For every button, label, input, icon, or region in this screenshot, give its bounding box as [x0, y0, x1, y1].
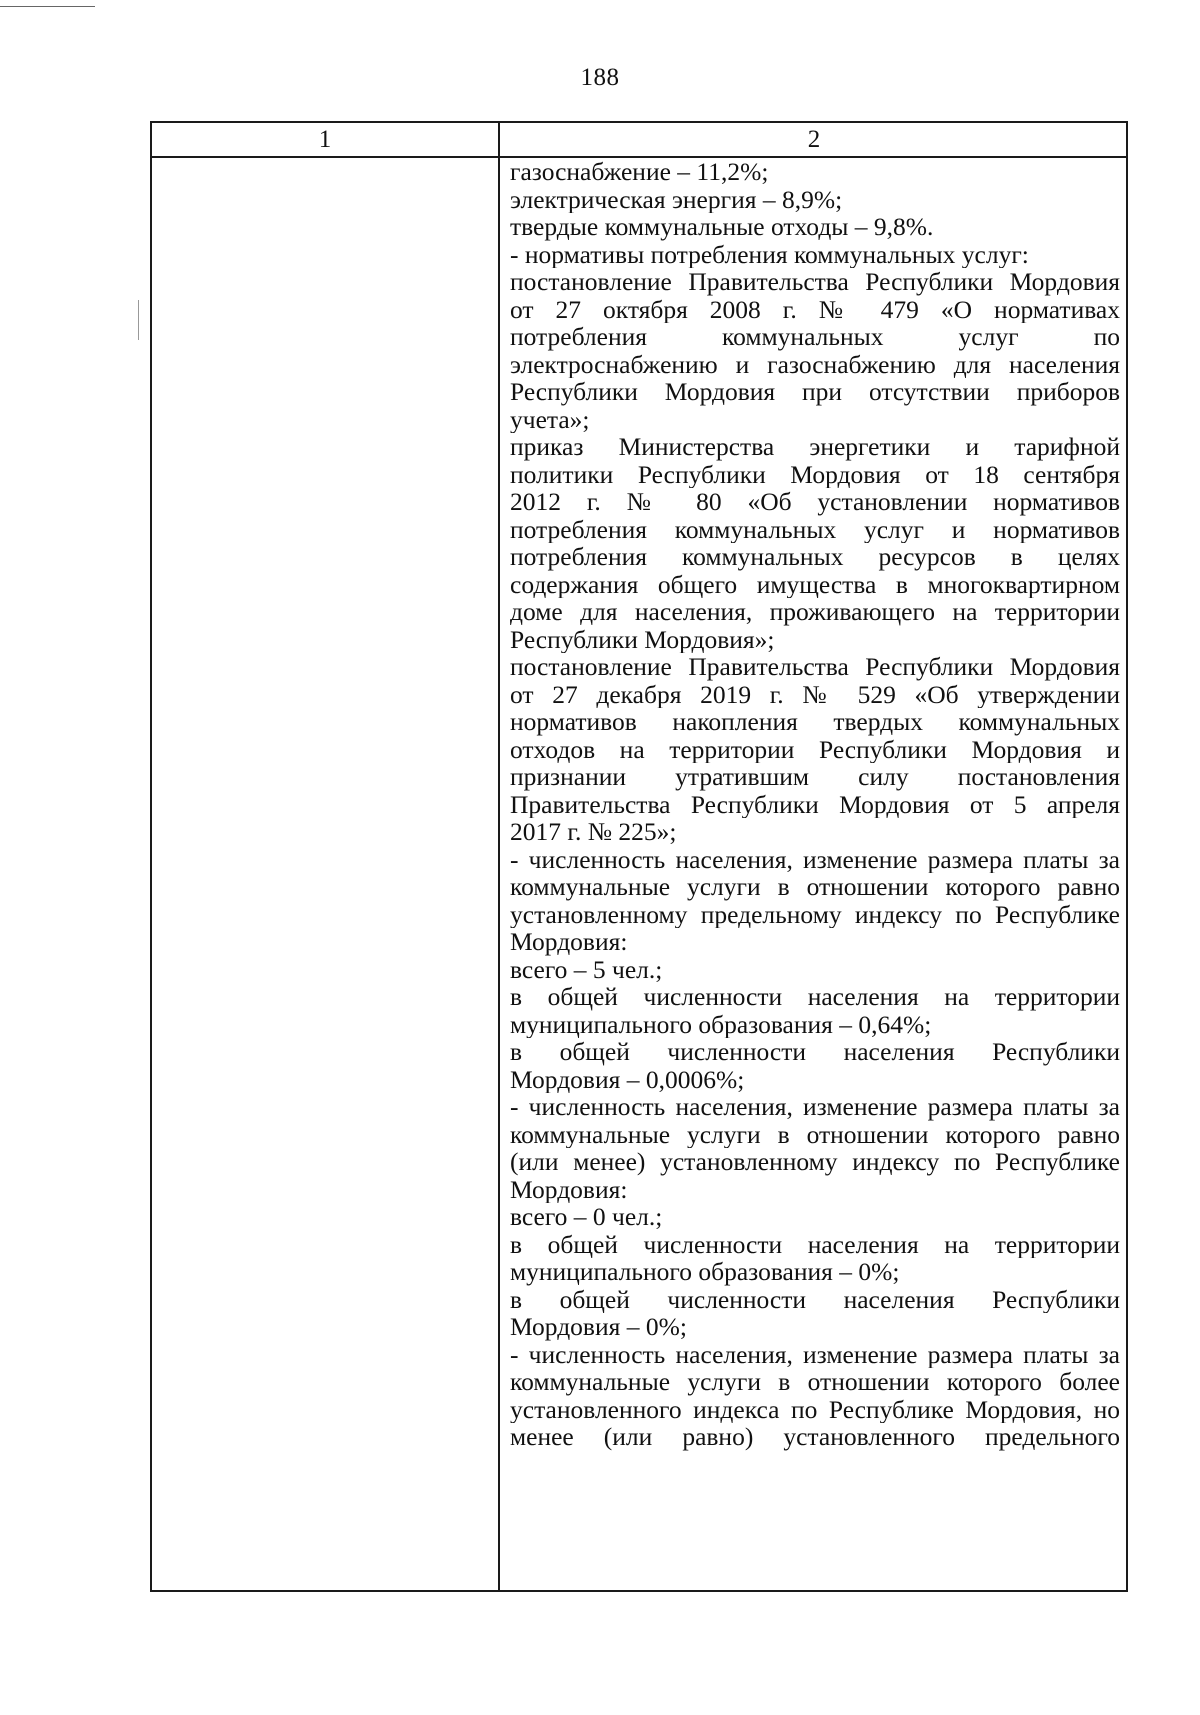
- text-line: твердые коммунальные отходы – 9,8%.: [510, 213, 934, 241]
- text-line: учета»;: [510, 405, 590, 433]
- text-line: всего – 5 чел.;: [510, 955, 663, 983]
- text-line: в общей численности населения на территории: [510, 1230, 1120, 1258]
- text-line: в общей численности населения Республики: [510, 1038, 1120, 1066]
- text-line: - нормативы потребления коммунальных услуг:: [510, 240, 1029, 268]
- text-line: в общей численности населения на территории: [510, 983, 1120, 1011]
- text-line: муниципального образования – 0%;: [510, 1258, 900, 1286]
- text-line: Мордовия – 0%;: [510, 1313, 687, 1341]
- text-line: отходов на территории Республики Мордовия и: [510, 735, 1120, 763]
- text-line: Республики Мордовия при отсутствии приборов: [510, 378, 1120, 406]
- text-line: от 27 октября 2008 г. № 479 «О нормативах: [510, 295, 1120, 323]
- document-table: [150, 121, 1128, 1592]
- text-line: постановление Правительства Республики Мордовия: [510, 268, 1120, 296]
- text-line: от 27 декабря 2019 г. № 529 «Об утверждении: [510, 680, 1120, 708]
- column-2-content: [510, 158, 1120, 1451]
- text-line: постановление Правительства Республики Мордовия: [510, 653, 1120, 681]
- text-line: доме для населения, проживающего на территории: [510, 598, 1120, 626]
- scan-margin-mark: [138, 300, 139, 340]
- column-1-header: 1: [318, 126, 332, 153]
- text-line: нормативов накопления твердых коммунальных: [510, 708, 1120, 736]
- text-line: политики Республики Мордовия от 18 сентября: [510, 460, 1120, 488]
- text-line: всего – 0 чел.;: [510, 1203, 663, 1231]
- text-line: электроснабжению и газоснабжению для населения: [510, 350, 1120, 378]
- column-divider: [498, 123, 500, 1590]
- text-line: потребления коммунальных ресурсов в целях: [510, 543, 1120, 571]
- page-number: 188: [580, 64, 620, 91]
- text-line: коммунальные услуги в отношении которого более: [510, 1368, 1120, 1396]
- text-line: 2017 г. № 225»;: [510, 818, 677, 846]
- text-line: признании утратившим силу постановления: [510, 763, 1120, 791]
- text-line: Правительства Республики Мордовия от 5 апреля: [510, 790, 1120, 818]
- text-line: приказ Министерства энергетики и тарифной: [510, 433, 1120, 461]
- column-2-header: 2: [807, 126, 821, 153]
- text-line: Мордовия:: [510, 928, 628, 956]
- text-line: коммунальные услуги в отношении которого равно: [510, 873, 1120, 901]
- text-line: в общей численности населения Республики: [510, 1285, 1120, 1313]
- text-line: 2012 г. № 80 «Об установлении нормативов: [510, 488, 1120, 516]
- text-line: установленного индекса по Республике Мордовия, но: [510, 1395, 1120, 1423]
- text-line: потребления коммунальных услуг по: [510, 323, 1120, 351]
- text-line: - численность населения, изменение размера платы за: [510, 845, 1120, 873]
- text-line: Мордовия – 0,0006%;: [510, 1065, 745, 1093]
- text-line: Республики Мордовия»;: [510, 625, 775, 653]
- text-line: электрическая энергия – 8,9%;: [510, 185, 843, 213]
- text-line: потребления коммунальных услуг и нормативов: [510, 515, 1120, 543]
- text-line: установленному предельному индексу по Республике: [510, 900, 1120, 928]
- text-line: коммунальные услуги в отношении которого равно: [510, 1120, 1120, 1148]
- text-line: - численность населения, изменение размера платы за: [510, 1340, 1120, 1368]
- text-line: - численность населения, изменение размера платы за: [510, 1093, 1120, 1121]
- table-header-row: [152, 123, 1126, 158]
- text-line: менее (или равно) установленного предельного: [510, 1423, 1120, 1451]
- text-line: (или менее) установленному индексу по Республике: [510, 1148, 1120, 1176]
- text-line: Мордовия:: [510, 1175, 628, 1203]
- scan-corner-mark: [0, 0, 95, 7]
- text-line: газоснабжение – 11,2%;: [510, 158, 769, 186]
- text-line: содержания общего имущества в многоквартирном: [510, 570, 1120, 598]
- text-line: муниципального образования – 0,64%;: [510, 1010, 932, 1038]
